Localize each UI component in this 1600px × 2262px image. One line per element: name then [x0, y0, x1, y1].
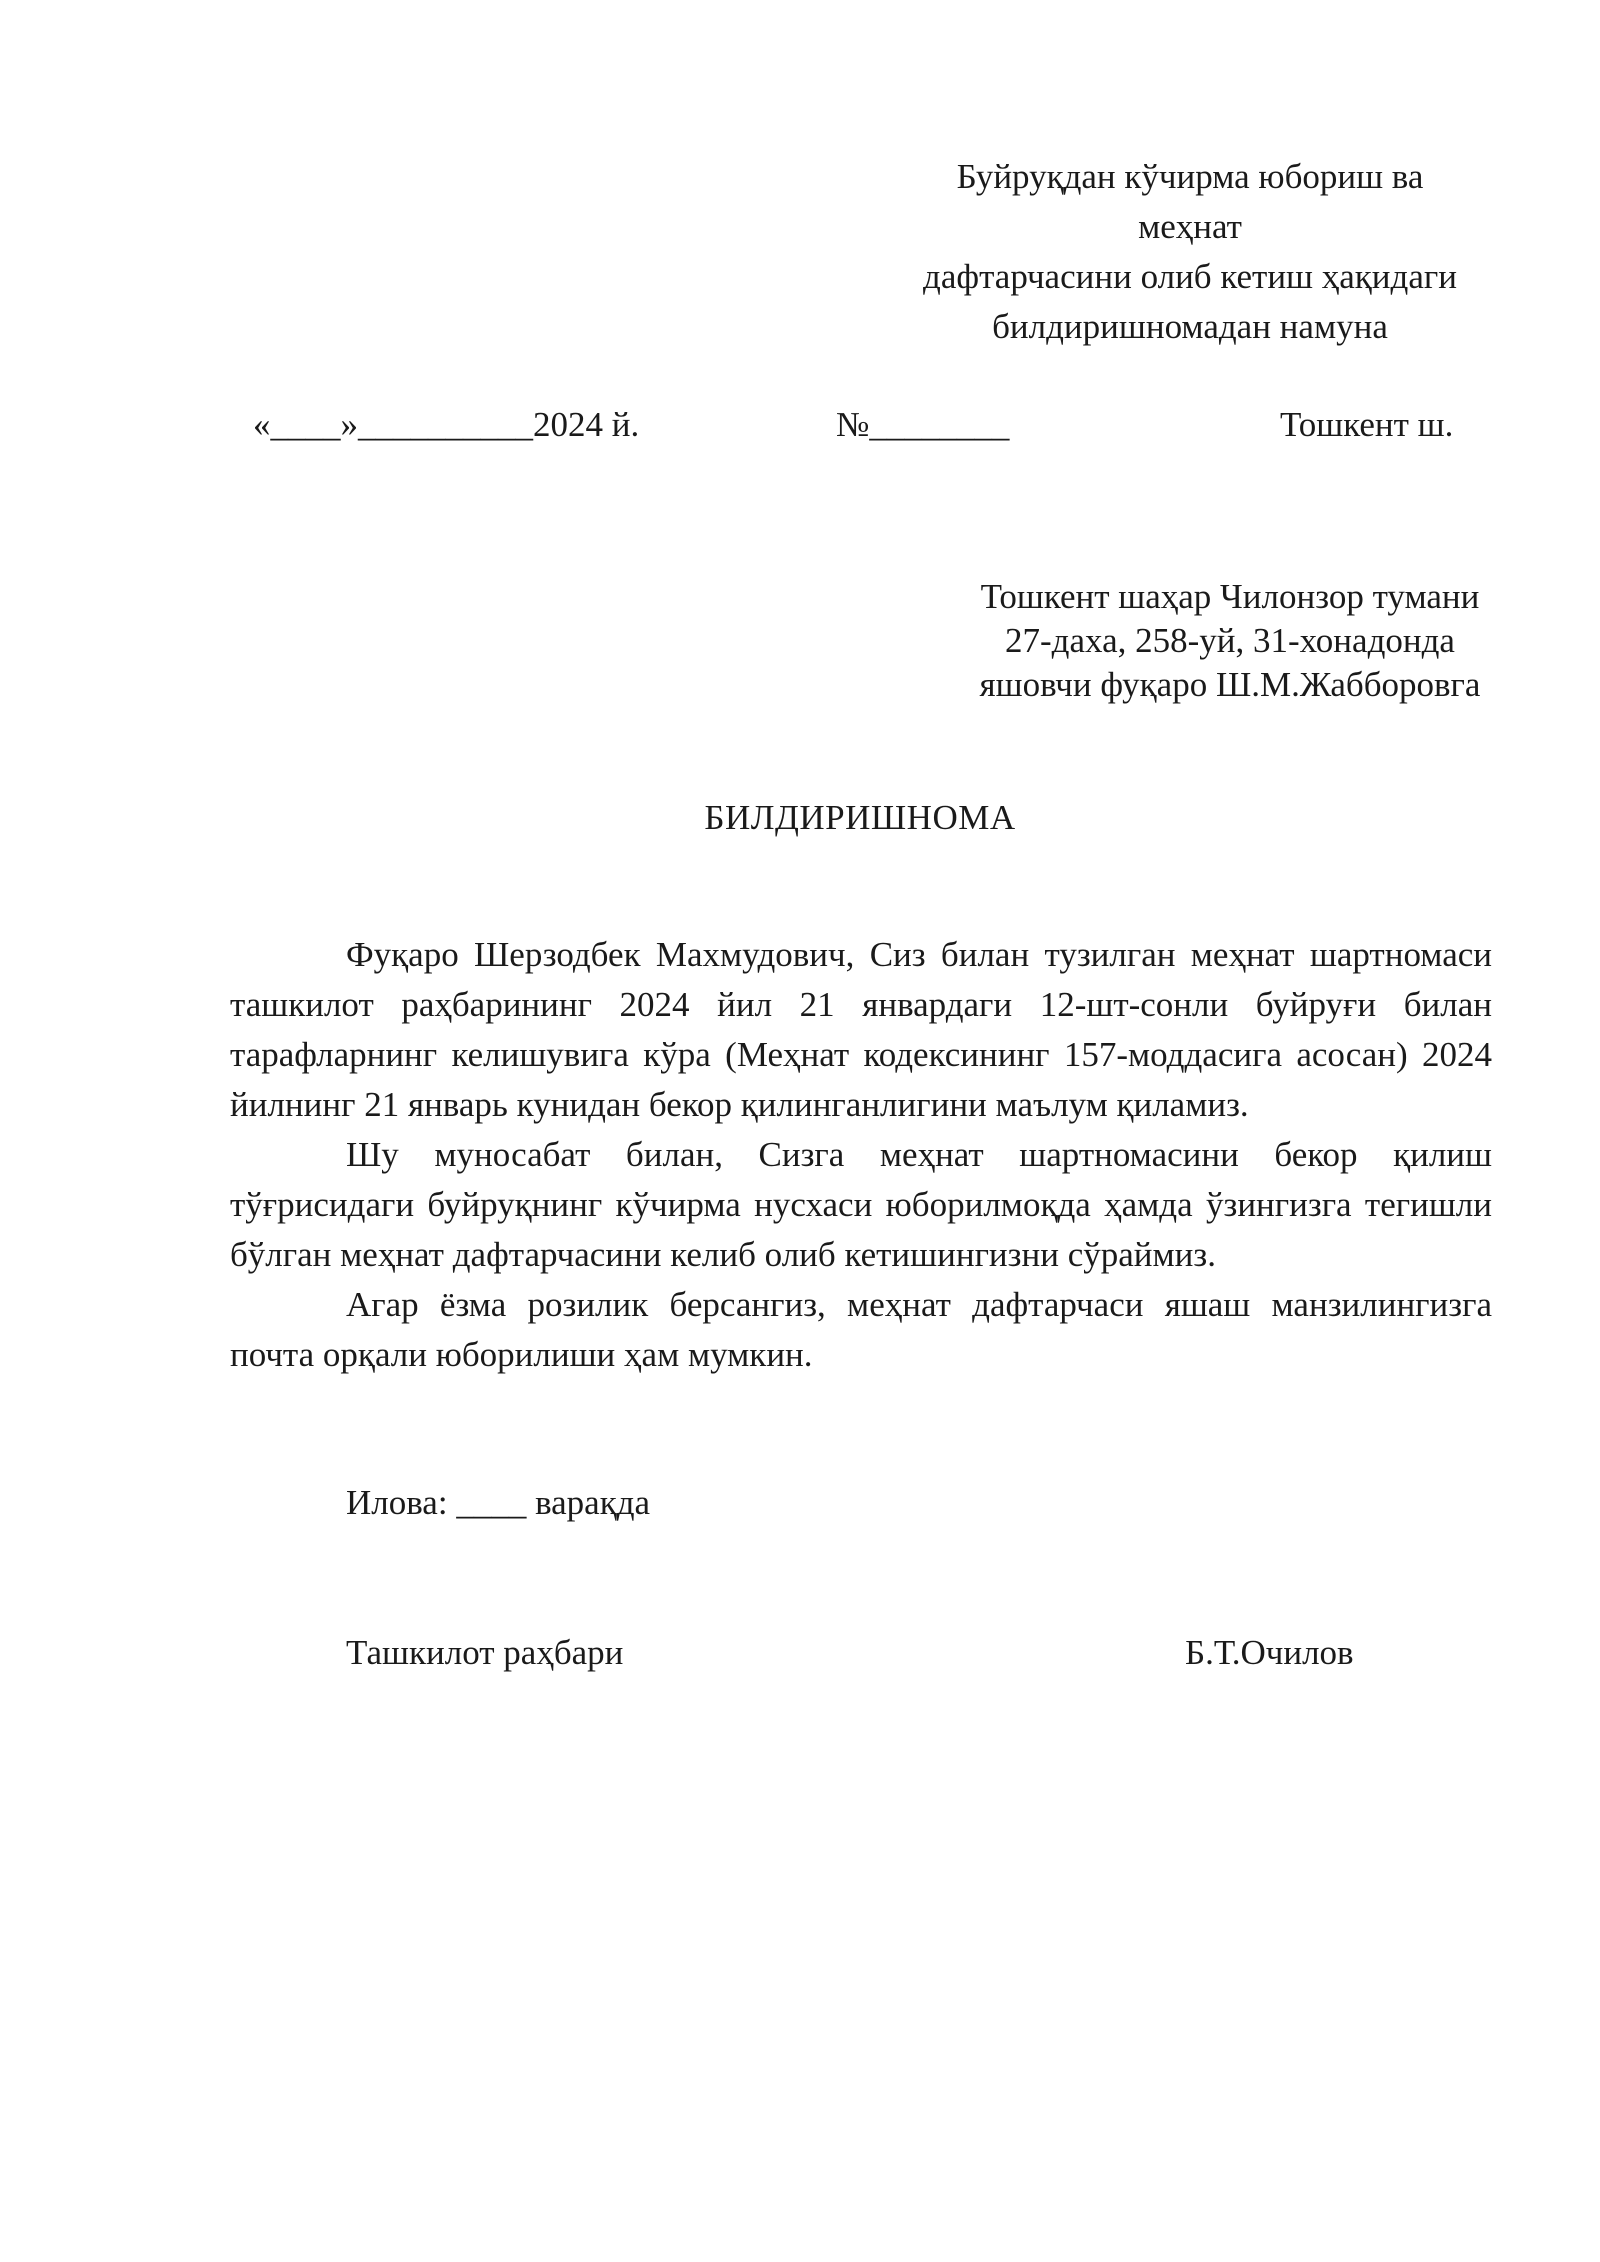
heading-line: дафтарчасини олиб кетиш ҳақидаги — [923, 257, 1457, 296]
signer-position: Ташкилот раҳбари — [346, 1633, 624, 1672]
signer-name: Б.Т.Очилов — [1185, 1633, 1354, 1672]
document-number-field: №________ — [836, 405, 1010, 444]
document-body — [230, 930, 1492, 1380]
document-title: БИЛДИРИШНОМА — [704, 798, 1016, 837]
body-paragraph: Шу муносабат билан, Сизга меҳнат шартномасини бекор қилиш тўғрисидаги буйруқнинг кўчирма нусхаси юборилмоқда ҳамда ўзингизга тегишли бўлган меҳнат дафтарчасини келиб олиб кетишингизни сўраймиз. — [230, 1135, 1492, 1274]
city-label: Тошкент ш. — [1280, 405, 1454, 444]
heading-line: Буйруқдан кўчирма юбориш ва — [956, 157, 1424, 196]
attachment-line: Илова: ____ варақда — [346, 1483, 651, 1522]
date-field: «____»__________2024 й. — [253, 405, 640, 444]
heading-line: билдиришномадан намуна — [992, 307, 1388, 346]
body-paragraph: Агар ёзма розилик берсангиз, меҳнат дафтарчаси яшаш манзилингизга почта орқали юборилиши ҳам мумкин. — [230, 1285, 1492, 1374]
document-heading — [880, 152, 1500, 352]
addressee-line: Тошкент шаҳар Чилонзор тумани — [980, 577, 1480, 616]
addressee-block — [880, 575, 1580, 707]
addressee-line: 27-даха, 258-уй, 31-хонадонда — [1005, 621, 1455, 660]
addressee-line: яшовчи фуқаро Ш.М.Жабборовга — [979, 665, 1481, 704]
body-paragraph: Фуқаро Шерзодбек Махмудович, Сиз билан тузилган меҳнат шартномаси ташкилот раҳбарининг 2024 йил 21 январдаги 12-шт-сонли буйруғи билан тарафларнинг келишувига кўра (Меҳнат кодексининг 157-моддасига асосан) 2024 йилнинг 21 январь кунидан бекор қилинганлигини маълум қиламиз. — [230, 935, 1492, 1124]
heading-line: меҳнат — [1138, 207, 1242, 246]
